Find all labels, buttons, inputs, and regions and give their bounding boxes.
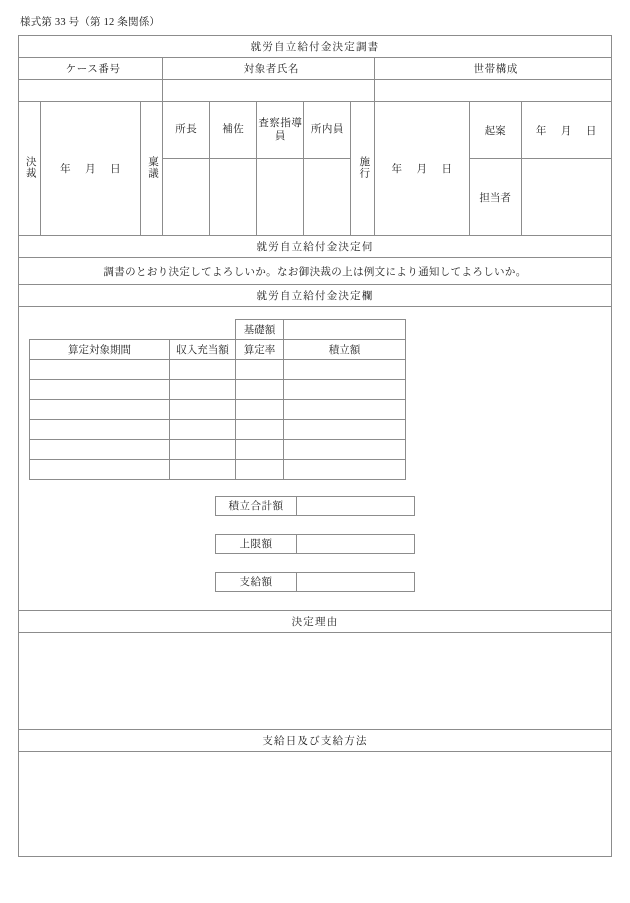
summary-label-total: 積立合計額 [215, 496, 297, 516]
table-row [30, 420, 406, 440]
table-row [30, 440, 406, 460]
table-row [30, 400, 406, 420]
shiko-date-month: 月 [416, 164, 428, 175]
summary-row-payment [215, 572, 611, 592]
calc-cell-rate[interactable] [236, 360, 284, 380]
case-number-label: ケース番号 [19, 58, 163, 80]
base-amount-label: 基礎額 [236, 320, 284, 340]
table-row [30, 380, 406, 400]
table-row [30, 460, 406, 480]
shiko-label: 施行 [358, 155, 370, 179]
ringi-label-cell [141, 102, 163, 236]
document-header-table [18, 35, 612, 236]
kian-date-month: 月 [560, 125, 572, 137]
officer-seal-shocho[interactable] [163, 159, 210, 236]
inquiry-table [18, 235, 612, 285]
summary-row-total [215, 496, 611, 516]
kian-date-day: 日 [585, 125, 597, 137]
summary-label-payment: 支給額 [215, 572, 297, 592]
calc-cell-accumulated[interactable] [284, 380, 406, 400]
payment-body[interactable] [19, 752, 612, 857]
ringi-label: 稟議 [146, 155, 158, 179]
decision-heading-table [18, 284, 612, 307]
tantosha-value[interactable] [521, 159, 611, 236]
shiko-date-year: 年 [391, 164, 403, 175]
calc-header-accumulated: 積立額 [284, 340, 406, 360]
kessai-label: 決裁 [24, 155, 36, 179]
tantosha-label: 担当者 [469, 159, 521, 236]
kessai-date-field[interactable] [41, 102, 141, 236]
summary-value-limit[interactable] [297, 534, 415, 554]
kessai-date-day: 日 [110, 164, 122, 175]
subject-name-label: 対象者氏名 [163, 58, 375, 80]
base-amount-value[interactable] [284, 320, 406, 340]
reason-body[interactable] [19, 633, 612, 730]
calculation-zone [18, 307, 612, 480]
calc-cell-income[interactable] [170, 420, 236, 440]
shiko-label-cell [351, 102, 375, 236]
calc-header-period: 算定対象期間 [30, 340, 170, 360]
calc-cell-rate[interactable] [236, 460, 284, 480]
payment-table [18, 729, 612, 857]
officer-seal-shonaiin[interactable] [304, 159, 351, 236]
calc-cell-accumulated[interactable] [284, 420, 406, 440]
calc-cell-accumulated[interactable] [284, 460, 406, 480]
officer-title-shocho: 所長 [163, 102, 210, 159]
calc-cell-rate[interactable] [236, 440, 284, 460]
calc-cell-accumulated[interactable] [284, 440, 406, 460]
subject-name-value[interactable] [163, 80, 375, 102]
form-number: 様式第 33 号（第 12 条関係） [20, 17, 161, 28]
base-amount-spacer-2 [170, 320, 236, 340]
shiko-date-day: 日 [441, 164, 453, 175]
calc-cell-income[interactable] [170, 380, 236, 400]
reason-heading: 決定理由 [19, 611, 612, 633]
calculation-table [29, 319, 406, 480]
household-composition-label: 世帯構成 [375, 58, 612, 80]
kian-label: 起案 [469, 102, 521, 159]
reason-table [18, 610, 612, 730]
kian-date-year: 年 [535, 125, 547, 137]
summary-label-limit: 上限額 [215, 534, 297, 554]
summary-row-limit [215, 534, 611, 554]
case-number-value[interactable] [19, 80, 163, 102]
table-row [30, 360, 406, 380]
calc-cell-accumulated[interactable] [284, 400, 406, 420]
household-composition-value[interactable] [375, 80, 612, 102]
officer-title-shonaiin: 所内員 [304, 102, 351, 159]
calc-cell-income[interactable] [170, 460, 236, 480]
calc-cell-income[interactable] [170, 400, 236, 420]
kessai-date-year: 年 [60, 164, 72, 175]
calc-cell-accumulated[interactable] [284, 360, 406, 380]
calc-cell-rate[interactable] [236, 420, 284, 440]
calc-cell-period[interactable] [30, 400, 170, 420]
summary-value-payment[interactable] [297, 572, 415, 592]
officer-seal-sassatsu-shidoin[interactable] [257, 159, 304, 236]
shiko-date-field[interactable] [375, 102, 469, 236]
calc-cell-income[interactable] [170, 360, 236, 380]
inquiry-heading: 就労自立給付金決定伺 [19, 236, 612, 258]
kian-date-field[interactable] [521, 102, 611, 159]
page-title: 就労自立給付金決定調書 [19, 36, 612, 58]
calc-cell-period[interactable] [30, 380, 170, 400]
calc-cell-period[interactable] [30, 440, 170, 460]
kessai-date-month: 月 [85, 164, 97, 175]
calc-cell-period[interactable] [30, 420, 170, 440]
calc-header-rate: 算定率 [236, 340, 284, 360]
payment-heading: 支給日及び支給方法 [19, 730, 612, 752]
summary-value-total[interactable] [297, 496, 415, 516]
officer-title-hosa: 補佐 [210, 102, 257, 159]
calc-cell-income[interactable] [170, 440, 236, 460]
inquiry-body: 調書のとおり決定してよろしいか。なお御決裁の上は例文により通知してよろしいか。 [19, 258, 612, 285]
calc-cell-rate[interactable] [236, 380, 284, 400]
calc-header-income: 収入充当額 [170, 340, 236, 360]
decision-heading: 就労自立給付金決定欄 [19, 285, 612, 307]
officer-title-sassatsu-shidoin: 査察指導員 [257, 102, 304, 159]
officer-seal-hosa[interactable] [210, 159, 257, 236]
base-amount-spacer [30, 320, 170, 340]
calc-cell-period[interactable] [30, 460, 170, 480]
summary-zone [18, 480, 612, 611]
calc-cell-period[interactable] [30, 360, 170, 380]
kessai-label-cell [19, 102, 41, 236]
calc-cell-rate[interactable] [236, 400, 284, 420]
